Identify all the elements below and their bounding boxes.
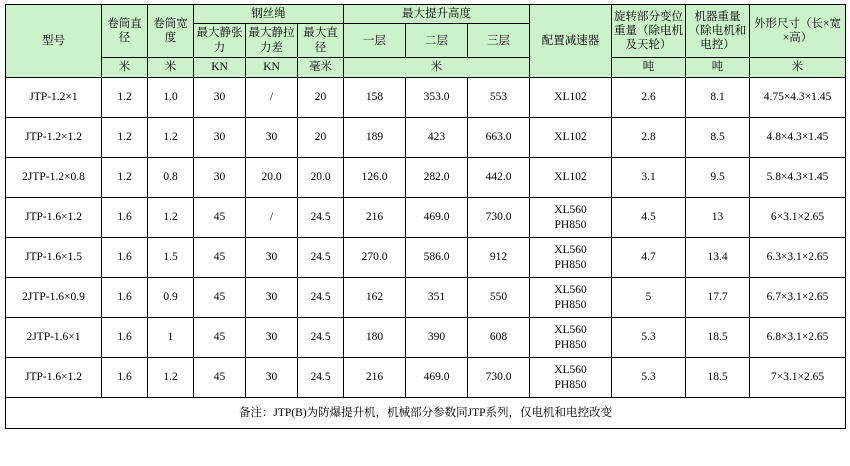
cell-machine-mass: 13.4 [686,238,750,278]
reducer-line-2: PH850 [554,258,587,271]
cell-reducer [530,238,612,278]
unit-max-diameter: 毫米 [298,58,344,78]
cell-max-static-force-diff: 30 [246,118,298,158]
cell-layer1: 216 [344,198,406,238]
cell-drum-diameter: 1.2 [102,158,148,198]
table-row [6,118,846,158]
header-dimensions: 外形尺寸（长×宽×高） [750,5,846,58]
header-reducer: 配置减速器 [530,5,612,78]
cell-layer3: 730.0 [468,358,530,398]
cell-max-static-force-diff: / [246,198,298,238]
cell-drum-width: 1.5 [148,238,194,278]
cell-model: JTP-1.6×1.2 [6,198,102,238]
table-note: 备注：JTP(B)为防爆提升机，机械部分参数同JTP系列，仅电机和电控改变 [6,398,846,429]
cell-drum-width: 1 [148,318,194,358]
cell-max-diameter: 20.0 [298,158,344,198]
cell-dimensions: 6.7×3.1×2.65 [750,278,846,318]
reducer-line-1: XL102 [554,131,587,144]
cell-max-static-force-diff: 30 [246,318,298,358]
cell-layer3: 553 [468,78,530,118]
cell-machine-mass: 18.5 [686,358,750,398]
reducer-line-1: XL560 [554,364,587,377]
cell-layer1: 189 [344,118,406,158]
reducer-line-2: PH850 [554,218,587,231]
table-note-row [6,398,846,429]
cell-max-diameter: 24.5 [298,358,344,398]
cell-reducer [530,158,612,198]
cell-layer2: 469.0 [406,198,468,238]
cell-reducer [530,278,612,318]
cell-rotating-mass: 4.5 [612,198,686,238]
cell-layer2: 351 [406,278,468,318]
cell-layer2: 586.0 [406,238,468,278]
reducer-line-1: XL102 [554,171,587,184]
cell-rotating-mass: 4.7 [612,238,686,278]
cell-layer1: 126.0 [344,158,406,198]
unit-rotating-mass: 吨 [612,58,686,78]
cell-layer3: 550 [468,278,530,318]
table-row [6,278,846,318]
cell-max-static-force: 30 [194,158,246,198]
cell-reducer [530,118,612,158]
cell-layer1: 162 [344,278,406,318]
cell-rotating-mass: 5 [612,278,686,318]
header-machine-mass: 机器重量（除电机和电控） [686,5,750,58]
cell-machine-mass: 17.7 [686,278,750,318]
unit-max-static-force-diff: KN [246,58,298,78]
cell-reducer [530,318,612,358]
header-drum-diameter: 卷筒直径 [102,5,148,58]
cell-max-static-force-diff: / [246,78,298,118]
cell-model: 2JTP-1.6×0.9 [6,278,102,318]
cell-dimensions: 4.8×4.3×1.45 [750,118,846,158]
cell-max-static-force: 45 [194,238,246,278]
cell-max-static-force-diff: 30 [246,358,298,398]
table-header [6,5,846,78]
reducer-line-2: PH850 [554,338,587,351]
cell-drum-width: 1.0 [148,78,194,118]
unit-drum-diameter: 米 [102,58,148,78]
cell-layer1: 180 [344,318,406,358]
cell-layer2: 282.0 [406,158,468,198]
cell-max-static-force: 30 [194,118,246,158]
cell-layer2: 390 [406,318,468,358]
cell-layer3: 912 [468,238,530,278]
cell-layer2: 469.0 [406,358,468,398]
header-layer1: 一层 [344,24,406,58]
header-max-static-force-diff: 最大静拉力差 [246,24,298,58]
header-row-groups [6,5,846,24]
table-row [6,198,846,238]
cell-max-diameter: 24.5 [298,198,344,238]
table-row [6,78,846,118]
cell-drum-diameter: 1.6 [102,358,148,398]
cell-layer2: 423 [406,118,468,158]
cell-max-diameter: 20 [298,118,344,158]
unit-max-static-force: KN [194,58,246,78]
header-lift-height-group: 最大提升高度 [344,5,530,24]
cell-drum-width: 1.2 [148,358,194,398]
reducer-line-2: PH850 [554,298,587,311]
reducer-line-2: PH850 [554,378,587,391]
cell-reducer [530,358,612,398]
unit-dimensions: 米 [750,58,846,78]
cell-model: JTP-1.2×1 [6,78,102,118]
cell-machine-mass: 13 [686,198,750,238]
cell-drum-width: 0.9 [148,278,194,318]
cell-model: JTP-1.6×1.2 [6,358,102,398]
cell-max-static-force: 45 [194,278,246,318]
cell-drum-diameter: 1.2 [102,118,148,158]
reducer-line-1: XL560 [554,324,587,337]
cell-layer3: 730.0 [468,198,530,238]
header-max-static-force: 最大静张力 [194,24,246,58]
header-drum-width: 卷筒宽度 [148,5,194,58]
cell-machine-mass: 9.5 [686,158,750,198]
cell-layer3: 442.0 [468,158,530,198]
cell-dimensions: 6×3.1×2.65 [750,198,846,238]
cell-dimensions: 7×3.1×2.65 [750,358,846,398]
cell-drum-diameter: 1.6 [102,278,148,318]
header-wire-rope-group: 钢丝绳 [194,5,344,24]
cell-max-static-force: 45 [194,198,246,238]
cell-layer3: 608 [468,318,530,358]
cell-model: JTP-1.6×1.5 [6,238,102,278]
cell-model: 2JTP-1.2×0.8 [6,158,102,198]
cell-drum-diameter: 1.2 [102,78,148,118]
cell-rotating-mass: 5.3 [612,318,686,358]
table-body [6,78,846,429]
cell-dimensions: 6.8×3.1×2.65 [750,318,846,358]
header-layer3: 三层 [468,24,530,58]
reducer-line-1: XL560 [554,244,587,257]
cell-machine-mass: 8.1 [686,78,750,118]
table-row [6,358,846,398]
cell-drum-width: 1.2 [148,118,194,158]
reducer-line-1: XL560 [554,204,587,217]
cell-dimensions: 4.75×4.3×1.45 [750,78,846,118]
cell-max-diameter: 24.5 [298,238,344,278]
reducer-line-1: XL102 [554,91,587,104]
cell-layer1: 270.0 [344,238,406,278]
header-max-diameter: 最大直径 [298,24,344,58]
cell-drum-diameter: 1.6 [102,238,148,278]
cell-max-static-force: 30 [194,78,246,118]
cell-rotating-mass: 2.8 [612,118,686,158]
cell-max-diameter: 24.5 [298,318,344,358]
cell-max-static-force-diff: 30 [246,238,298,278]
header-rotating-mass: 旋转部分变位重量（除电机及天轮） [612,5,686,58]
cell-model: 2JTP-1.6×1 [6,318,102,358]
cell-max-static-force: 45 [194,358,246,398]
cell-drum-diameter: 1.6 [102,198,148,238]
cell-rotating-mass: 5.3 [612,358,686,398]
table-row [6,238,846,278]
cell-drum-width: 0.8 [148,158,194,198]
unit-drum-width: 米 [148,58,194,78]
hoist-specification-table [5,4,846,429]
cell-max-static-force-diff: 20.0 [246,158,298,198]
cell-machine-mass: 18.5 [686,318,750,358]
cell-layer1: 158 [344,78,406,118]
cell-machine-mass: 8.5 [686,118,750,158]
cell-rotating-mass: 2.6 [612,78,686,118]
header-row-units [6,58,846,78]
cell-layer1: 216 [344,358,406,398]
cell-max-diameter: 20 [298,78,344,118]
cell-dimensions: 6.3×3.1×2.65 [750,238,846,278]
cell-max-static-force: 45 [194,318,246,358]
header-model: 型号 [6,5,102,78]
unit-machine-mass: 吨 [686,58,750,78]
cell-layer3: 663.0 [468,118,530,158]
cell-dimensions: 5.8×4.3×1.45 [750,158,846,198]
cell-max-diameter: 24.5 [298,278,344,318]
cell-max-static-force-diff: 30 [246,278,298,318]
cell-reducer [530,198,612,238]
cell-model: JTP-1.2×1.2 [6,118,102,158]
cell-drum-diameter: 1.6 [102,318,148,358]
reducer-line-1: XL560 [554,284,587,297]
table-row [6,158,846,198]
cell-layer2: 353.0 [406,78,468,118]
cell-rotating-mass: 3.1 [612,158,686,198]
table-row [6,318,846,358]
cell-reducer [530,78,612,118]
cell-drum-width: 1.2 [148,198,194,238]
spec-sheet [0,4,850,466]
header-layer2: 二层 [406,24,468,58]
unit-lift-height: 米 [344,58,530,78]
